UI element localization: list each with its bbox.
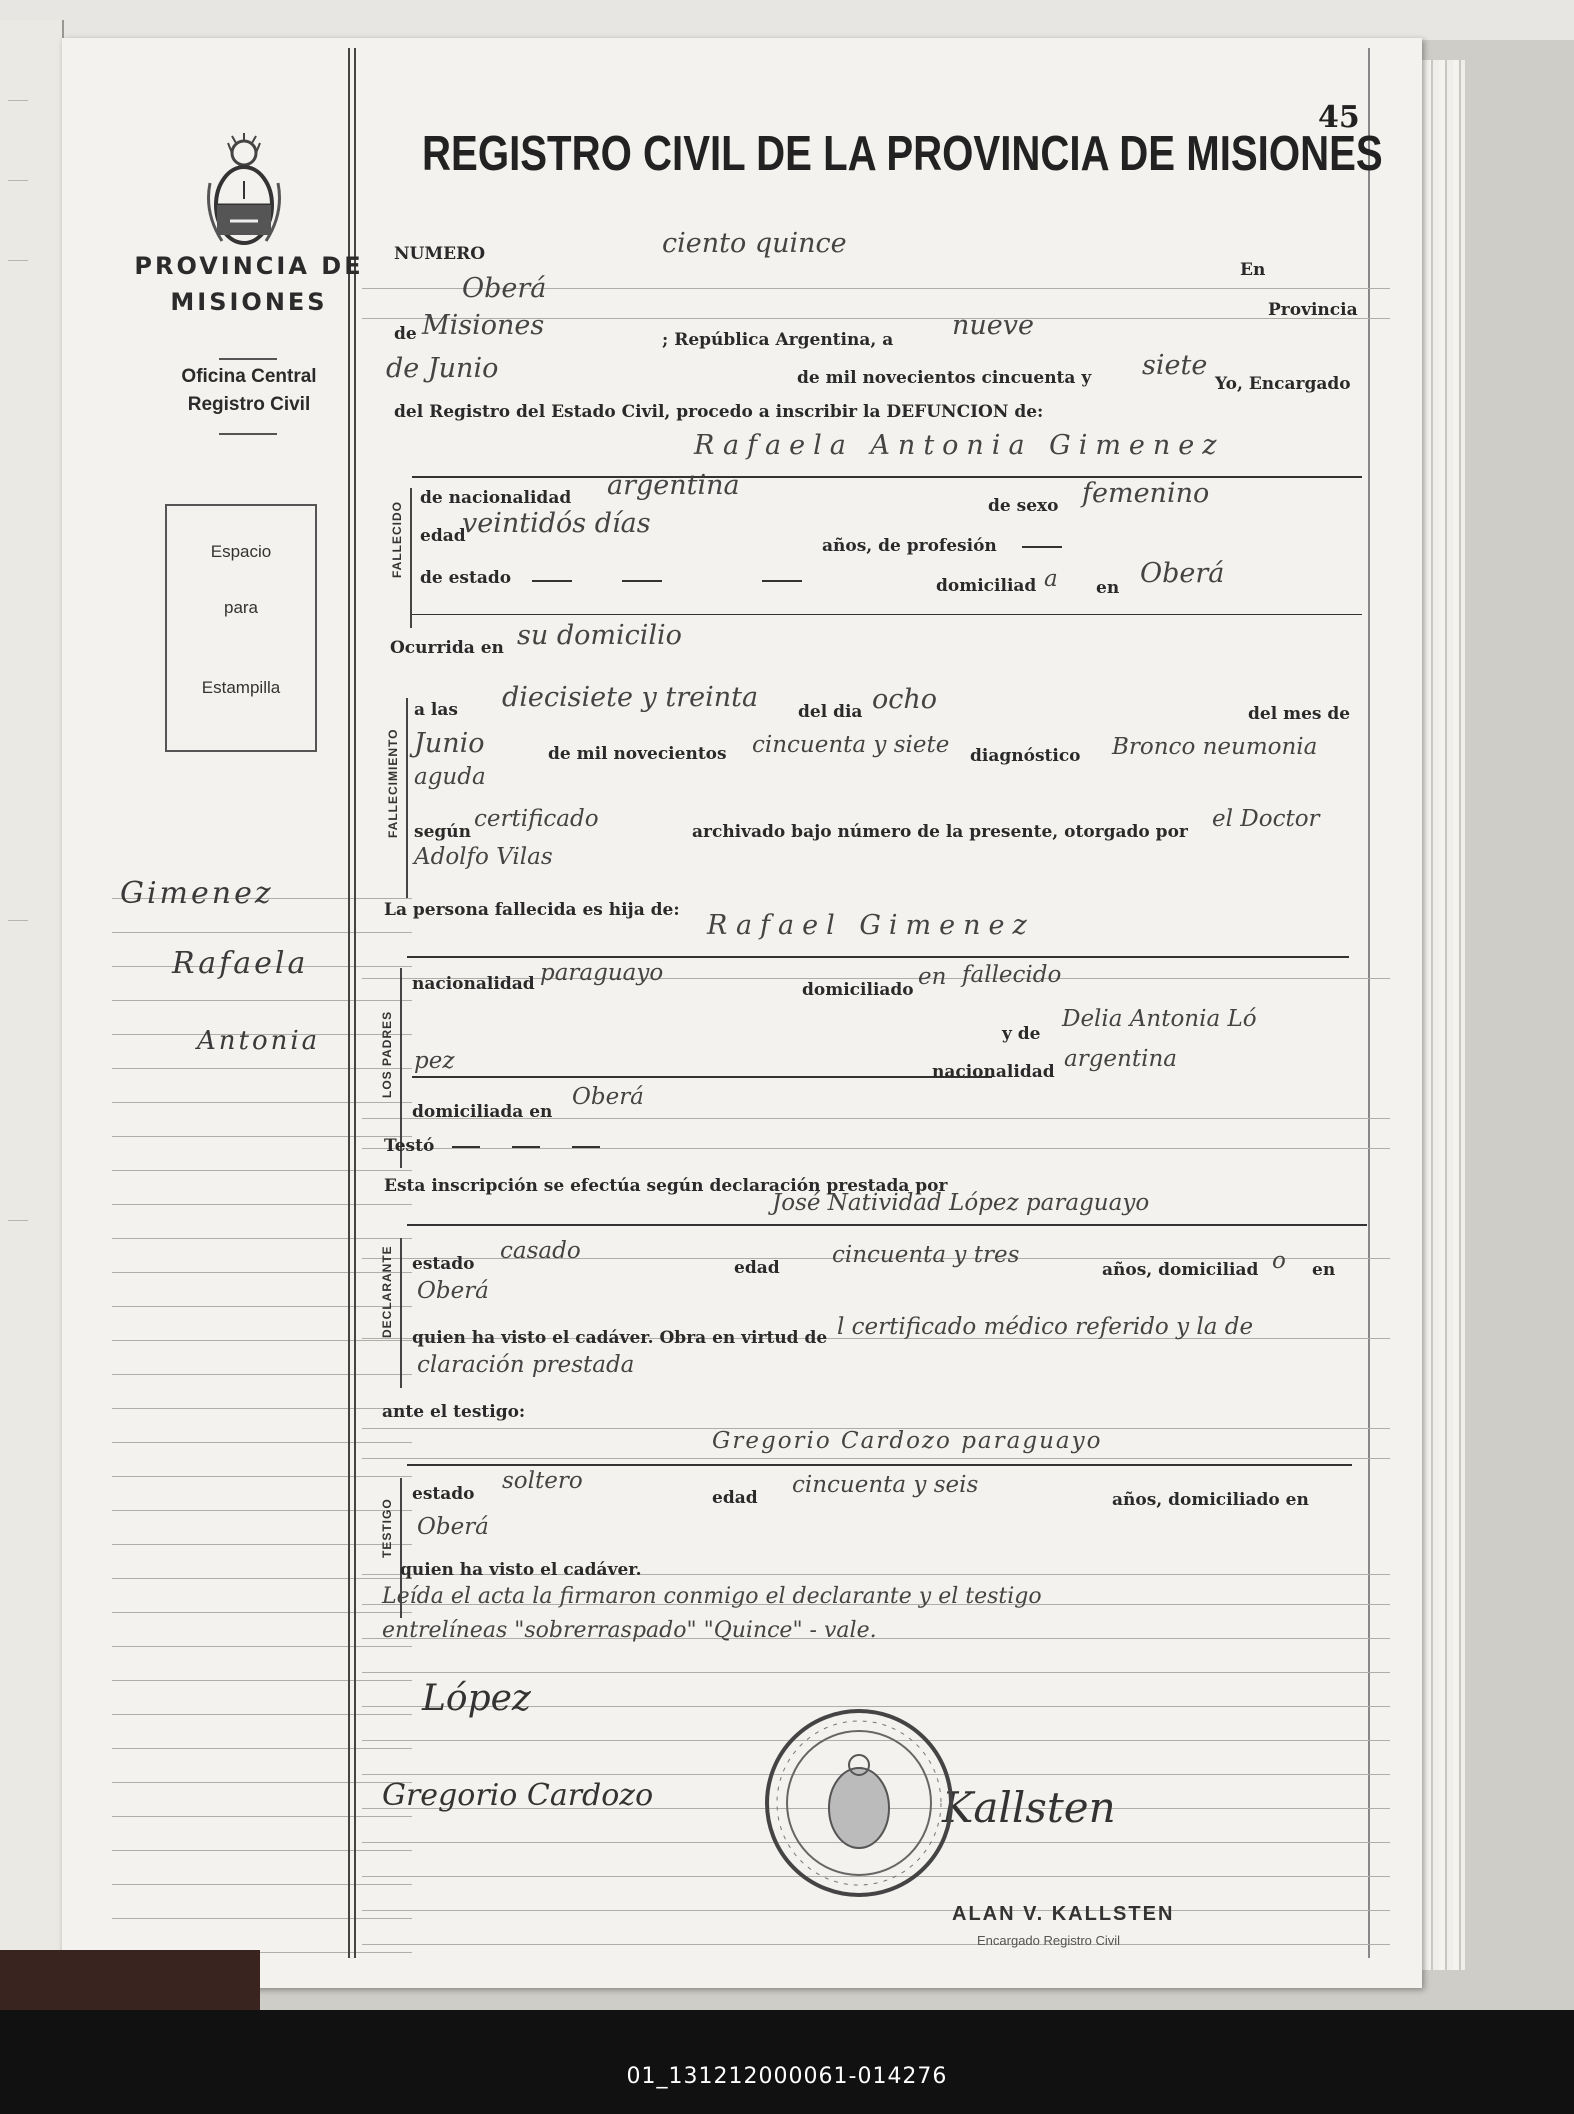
officer-name: ALAN V. KALLSTEN: [952, 1903, 1175, 1925]
fallecido-domicilio-value: Oberá: [1140, 558, 1225, 589]
fallecido-en-label: en: [1096, 578, 1120, 598]
declarante-domicilio-value: Oberá: [417, 1278, 489, 1304]
fallecimiento-dia-label: del dia: [798, 702, 863, 722]
fallecido-sexo-label: de sexo: [988, 496, 1059, 516]
place-value: Oberá: [462, 273, 547, 304]
testigo-edad-value: cincuenta y seis: [792, 1472, 979, 1498]
testigo-section: TESTIGO: [380, 1498, 394, 1558]
sidebar-stamp-box-0: Espacio: [210, 542, 272, 561]
header-de-label: de: [394, 324, 417, 344]
declarante-domiciliado-suffix: o: [1272, 1248, 1286, 1274]
testigo-domiciliado-label: años, domiciliado en: [1112, 1490, 1309, 1510]
fallecimiento-doctor-name: Adolfo Vilas: [414, 844, 553, 870]
fallecido-domiciliado-label: domiciliad: [936, 576, 1037, 596]
fallecimiento-mes-label: del mes de: [1248, 704, 1351, 724]
column-divider: [348, 48, 350, 1958]
background-top: [0, 0, 1574, 40]
month-value: de Junio: [386, 353, 499, 384]
testigo-intro: ante el testigo:: [382, 1402, 526, 1422]
declarante-section: DECLARANTE: [380, 1245, 394, 1338]
padres-madre-nacionalidad-label: nacionalidad: [932, 1062, 1055, 1082]
fallecimiento-a-las-label: a las: [414, 700, 458, 720]
fallecimiento-section: FALLECIMIENTO: [386, 728, 400, 838]
witness-signature: Gregorio Cardozo: [382, 1778, 654, 1813]
declarant-name: José Natividad López paraguayo: [772, 1190, 1150, 1216]
fallecimiento-hora-value: diecisiete y treinta: [502, 682, 759, 713]
padres-nacionalidad-label: nacionalidad: [412, 974, 535, 994]
header-numero-label: NUMERO: [394, 244, 486, 264]
padres-section: LOS PADRES: [380, 1010, 394, 1098]
ocurrida-label: Ocurrida en: [390, 638, 504, 658]
sidebar-province-1: MISIONES: [170, 288, 328, 316]
fallecido-profesion-label: años, de profesión: [822, 536, 997, 556]
header-registro-text: del Registro del Estado Civil, procedo a inscribir la DEFUNCION de:: [394, 402, 1044, 422]
province-value: Misiones: [422, 310, 545, 341]
caption-bar: [0, 2010, 1574, 2114]
deceased-name: Rafaela Antonia Gimenez: [694, 430, 1225, 461]
fallecimiento-anio-value: cincuenta y siete: [752, 732, 950, 758]
previous-page-edge: [0, 20, 64, 2010]
sidebar-province-0: PROVINCIA DE: [134, 252, 364, 280]
declarante-estado-label: estado: [412, 1254, 475, 1274]
province-heading: [114, 248, 384, 320]
declarante-edad-value: cincuenta y tres: [832, 1242, 1020, 1268]
padres-madre-value2: pez: [414, 1048, 455, 1074]
declarante-domiciliado-label: años, domiciliad: [1102, 1260, 1259, 1280]
header-provincia-label: Provincia: [1268, 300, 1358, 320]
register-page: [62, 38, 1422, 1988]
page-number: 45: [1318, 100, 1360, 135]
testigo-estado-value: soltero: [502, 1468, 583, 1494]
padres-padre-nacionalidad: paraguayo: [540, 960, 664, 986]
testigo-visto-text: quien ha visto el cadáver.: [400, 1560, 642, 1580]
sidebar-stamp-box-2: Estampilla: [201, 678, 281, 697]
declarante-estado-value: casado: [500, 1238, 581, 1264]
fallecido-edad-label: edad: [420, 526, 466, 546]
stamp-space-box: [165, 504, 317, 752]
padres-y-de-label: y de: [1002, 1024, 1041, 1044]
fallecido-nacionalidad-value: argentina: [607, 470, 740, 501]
fallecido-nacionalidad-label: de nacionalidad: [420, 488, 572, 508]
header-yo-label: Yo, Encargado: [1215, 374, 1351, 394]
padres-domiciliado-label: domiciliado: [802, 980, 914, 1000]
day-value: nueve: [952, 310, 1034, 341]
testigo-edad-label: edad: [712, 1488, 758, 1508]
fallecimiento-anio-text: de mil novecientos: [548, 744, 727, 764]
fallecido-sexo-value: femenino: [1082, 478, 1210, 509]
page-title: REGISTRO CIVIL DE LA PROVINCIA DE MISIONES: [422, 127, 1383, 181]
fallecimiento-diagnostico-label: diagnóstico: [970, 746, 1081, 766]
father-name: Rafael Gimenez: [707, 910, 1035, 941]
testigo-domicilio-value: Oberá: [417, 1514, 489, 1540]
padres-padre-domicilio: fallecido: [962, 962, 1062, 988]
margin-middle-name: Antonia: [197, 1026, 321, 1056]
fallecimiento-dia-value: ocho: [872, 684, 938, 715]
officer-title: Encargado Registro Civil: [977, 1933, 1121, 1948]
numero-value: ciento quince: [662, 228, 847, 259]
sidebar-stamp-box-1: para: [223, 598, 259, 617]
declarante-intro: Esta inscripción se efectúa según declaración prestada por: [384, 1176, 948, 1196]
coat-of-arms-icon: [202, 133, 286, 251]
fallecimiento-diagnostico-value: Bronco neumonia: [1112, 734, 1318, 760]
fallecimiento-doctor-value: el Doctor: [1212, 806, 1320, 832]
header-year-text: de mil novecientos cincuenta y: [797, 368, 1092, 388]
margin-first-name: Rafaela: [172, 946, 309, 981]
padres-hija-label: La persona fallecida es hija de:: [384, 900, 680, 920]
testigo-estado-label: estado: [412, 1484, 475, 1504]
closing-line-2: entrelíneas "sobrerraspado" "Quince" - vale.: [382, 1618, 877, 1643]
declarante-visto-text: quien ha visto el cadáver. Obra en virtud de: [412, 1328, 828, 1348]
witness-name: Gregorio Cardozo paraguayo: [712, 1428, 1103, 1454]
year-value: siete: [1142, 350, 1208, 381]
testo-label: Testó: [384, 1136, 435, 1156]
closing-line-1: Leída el acta la firmaron conmigo el declarante y el testigo: [382, 1584, 1042, 1609]
padres-domiciliada-label: domiciliada en: [412, 1102, 553, 1122]
padres-madre-value: Delia Antonia Ló: [1062, 1006, 1257, 1032]
sidebar-office-1: Registro Civil: [187, 394, 311, 415]
header-republica-label: ; República Argentina, a: [662, 330, 894, 350]
declarante-en-label: en: [1312, 1260, 1336, 1280]
officer-signature: Kallsten: [942, 1783, 1116, 1832]
margin-surname: Gimenez: [120, 876, 274, 911]
fallecido-section: FALLECIDO: [390, 501, 404, 578]
fallecimiento-diagnostico-value2: aguda: [414, 764, 486, 790]
fallecido-estado-label: de estado: [420, 568, 512, 588]
padres-en-value: en: [918, 964, 947, 990]
declarant-signature: López: [422, 1678, 531, 1719]
image-caption: 01_131212000061-014276: [626, 2064, 948, 2089]
padres-madre-domicilio: Oberá: [572, 1084, 644, 1110]
fallecido-edad-value: veintidós días: [462, 508, 651, 539]
ocurrida-value: su domicilio: [517, 620, 682, 651]
fallecimiento-mes-value: Junio: [414, 728, 485, 759]
padres-madre-nacionalidad: argentina: [1064, 1046, 1177, 1072]
declarante-virtud-value2: claración prestada: [417, 1352, 635, 1378]
header-en-label: En: [1240, 260, 1266, 280]
fallecido-domiciliado-suffix: a: [1044, 566, 1058, 592]
declarante-virtud-value: l certificado médico referido y la de: [837, 1314, 1254, 1340]
fallecimiento-segun-label: según: [414, 822, 471, 842]
official-seal-icon: [759, 1703, 959, 1903]
fallecimiento-archivado-text: archivado bajo número de la presente, otorgado por: [692, 822, 1188, 842]
fallecimiento-segun-value: certificado: [474, 806, 599, 832]
declarante-edad-label: edad: [734, 1258, 780, 1278]
sidebar-office-0: Oficina Central: [181, 366, 317, 387]
office-heading: [114, 363, 384, 419]
